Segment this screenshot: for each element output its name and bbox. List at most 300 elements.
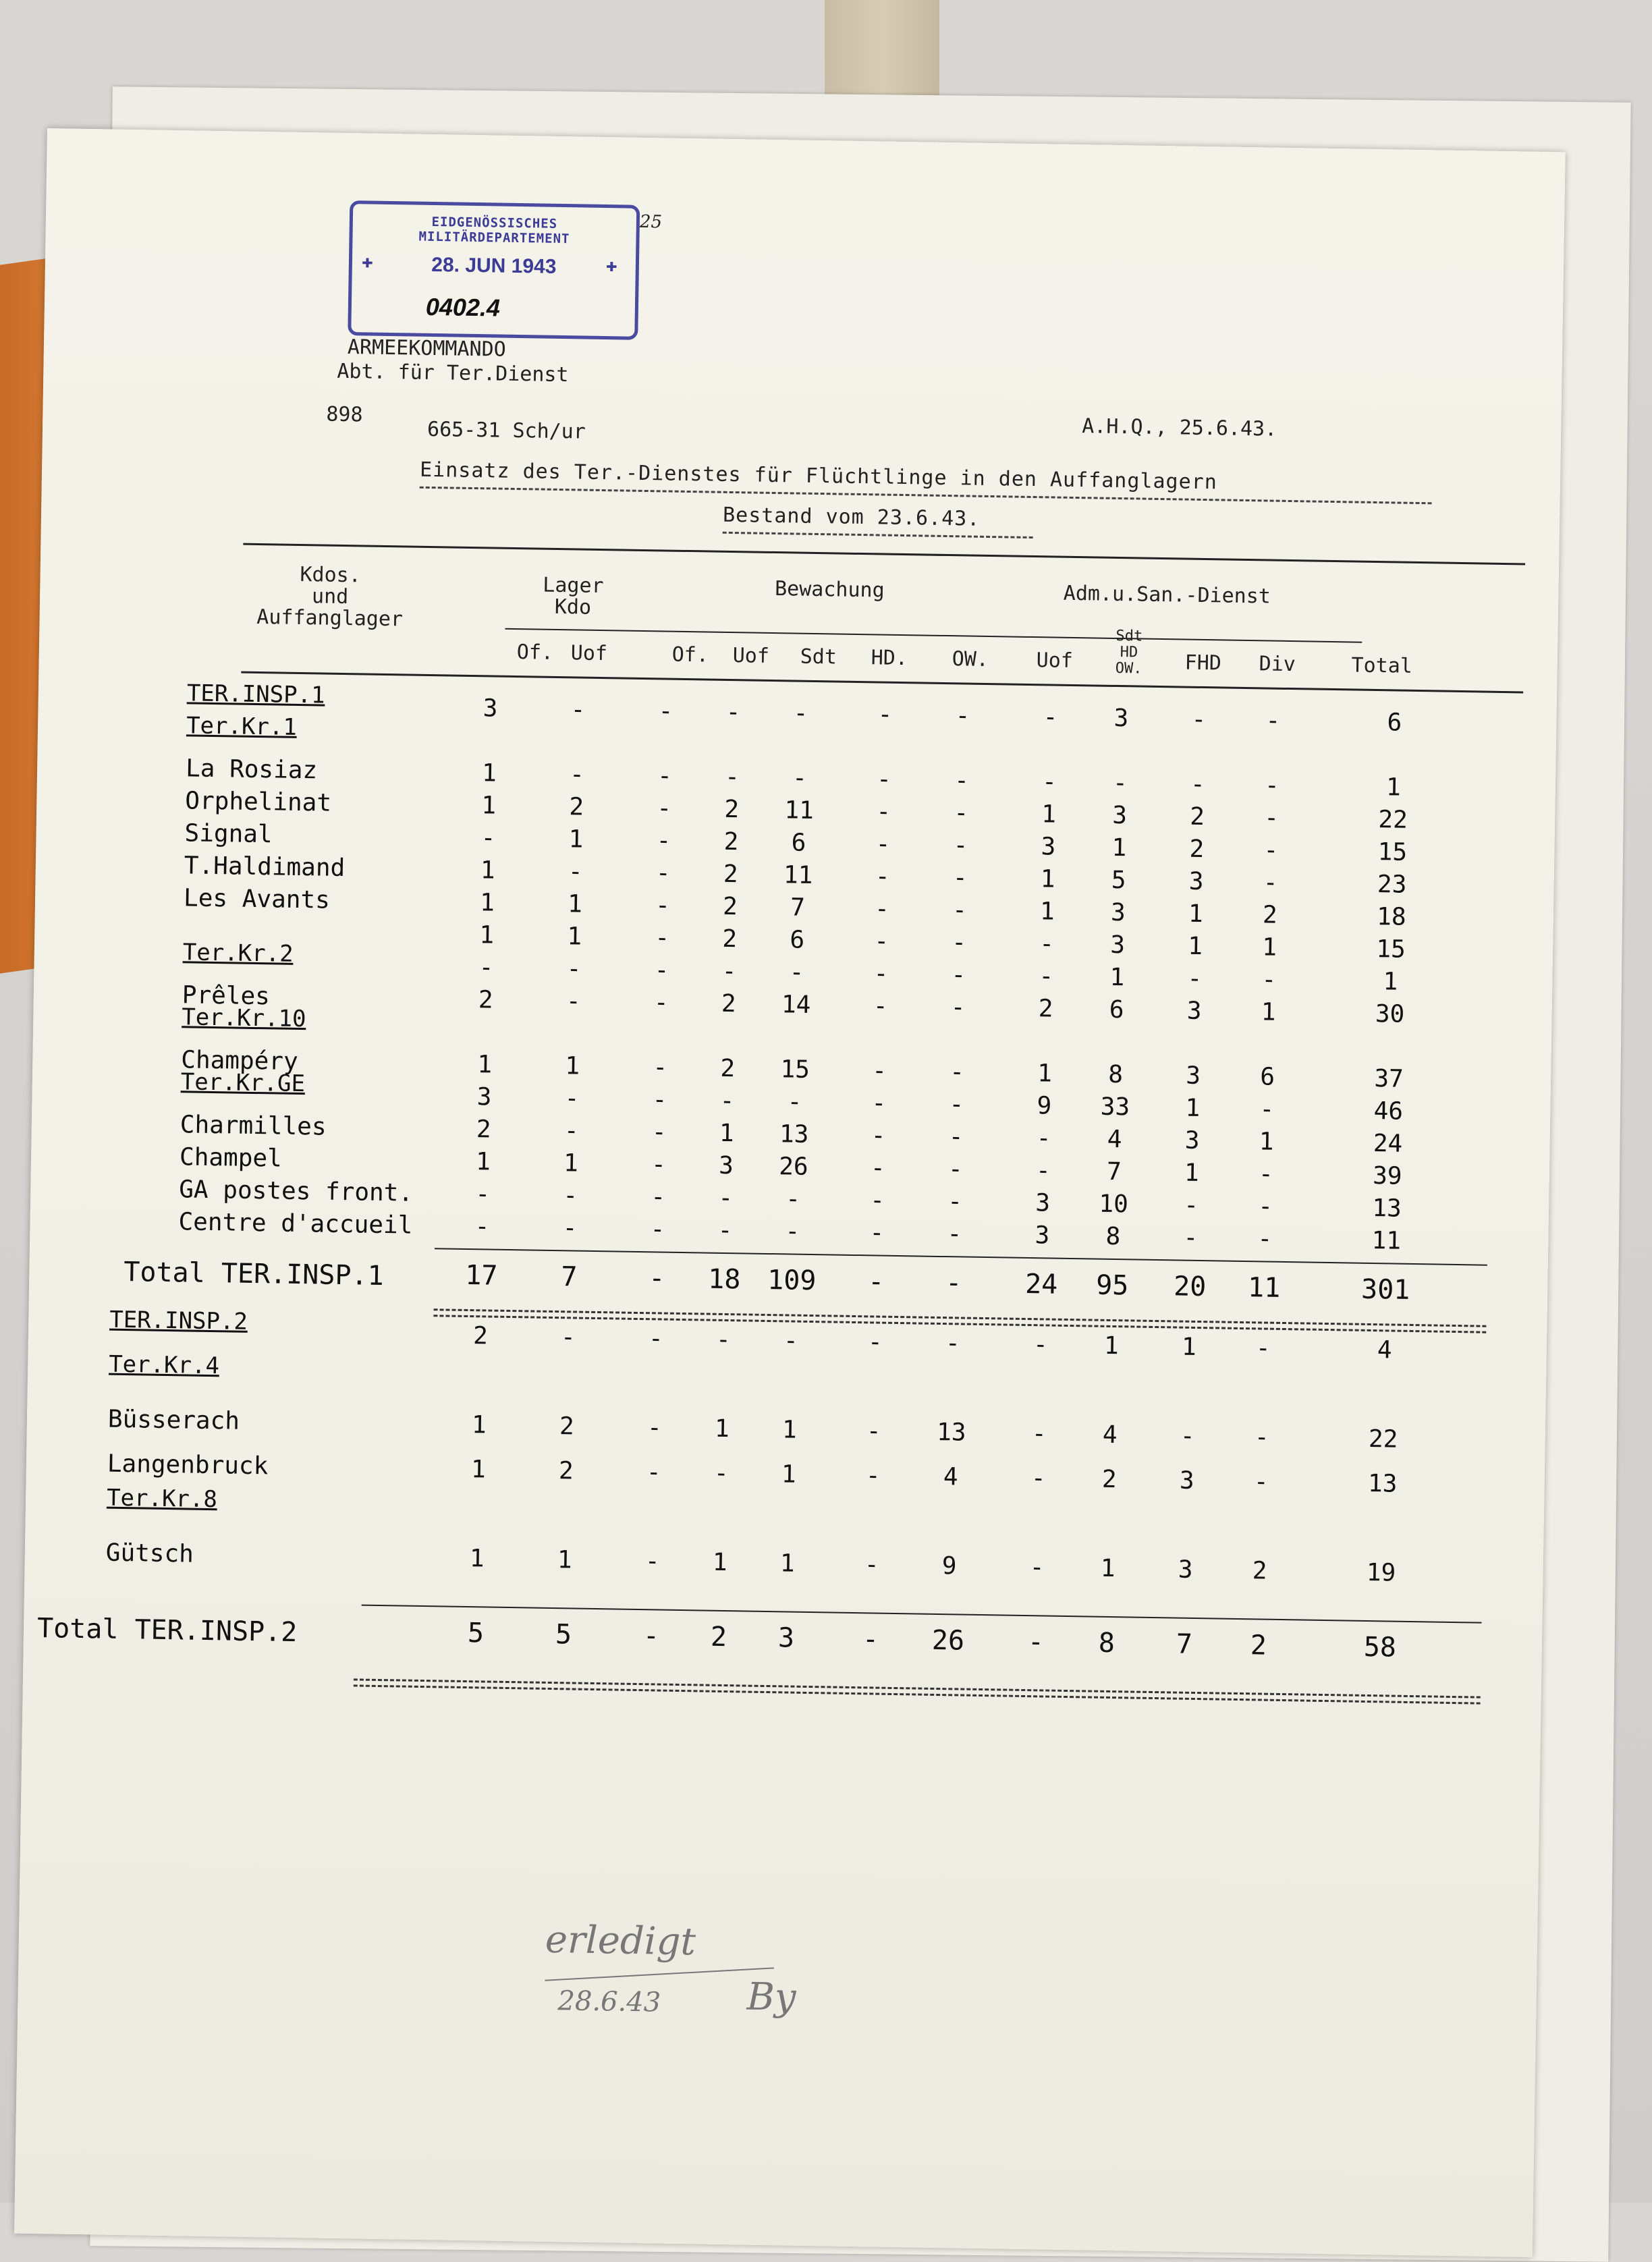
table-cell: 1 [568,825,584,854]
row-name: Signal [184,819,273,849]
total-cell: 2 [1250,1630,1267,1661]
table-cell: 11 [784,796,815,825]
table-cell: - [653,1053,668,1082]
col-header: Sdt [1116,627,1143,645]
col-header: HD [1120,644,1138,661]
table-cell: - [1032,1331,1049,1359]
table-cell: 1 [481,759,497,788]
table-cell: 2 [559,1412,575,1441]
table-cell: 1 [567,890,583,918]
total-cell: - [648,1263,665,1294]
header-bottom-rule [241,671,1523,694]
col-header: Div [1259,652,1296,677]
table-cell: 23 [1377,871,1407,899]
table-cell: 13 [1367,1469,1398,1498]
table-cell: - [560,1323,576,1352]
table-cell: - [1112,769,1128,798]
table-cell: 1 [479,921,495,949]
table-cell: - [655,859,671,887]
table-cell: 1 [481,792,497,820]
table-cell: 3 [1035,1221,1050,1250]
table-cell: - [651,1183,666,1211]
row-name: Charmilles [180,1111,327,1141]
total-cell: 95 [1095,1269,1129,1302]
total-cell: 301 [1360,1273,1410,1306]
table-cell: 3 [1035,1189,1051,1217]
table-cell: - [644,1547,660,1576]
table-cell: - [656,827,671,855]
table-cell: - [875,830,891,858]
table-cell: - [789,958,804,987]
table-cell: - [952,864,968,892]
table-cell: - [478,954,494,982]
table-cell: - [1039,962,1054,991]
table-cell: - [874,927,889,956]
table-cell: 1 [1188,900,1204,929]
table-cell: - [1263,836,1279,864]
table-cell: 1 [1385,773,1402,802]
table-cell: - [1031,1420,1047,1448]
table-cell: - [876,765,892,794]
table-cell: - [566,955,582,983]
section-label: TER.INSP.2 [109,1306,248,1335]
stamp-line2: MILITÄRDEPARTEMENT [418,229,570,247]
table-cell: 1 [714,1414,730,1443]
table-cell: 37 [1374,1065,1404,1093]
table-cell: 1 [1184,1159,1200,1187]
handwritten-initials: By [746,1975,796,2020]
col-header: Uof [570,641,608,666]
table-cell: - [947,1220,962,1248]
table-cell: 1 [1100,1554,1116,1583]
table-cell: 4 [943,1463,958,1491]
table-cell: 3 [1184,1126,1200,1155]
table-cell: - [947,1155,964,1184]
table-cell: - [952,896,968,925]
table-cell: - [1264,804,1279,832]
table-cell: 1 [557,1546,572,1574]
table-cell: 1 [563,1149,579,1178]
table-cell: 19 [1366,1558,1396,1587]
table-cell: 1 [1103,1331,1120,1360]
table-cell: 2 [558,1457,574,1485]
table-cell: 3 [1179,1466,1194,1495]
table-cell: - [1259,1095,1275,1124]
total-cell: 20 [1173,1271,1207,1303]
table-cell: - [657,762,673,790]
table-cell: 2 [1101,1465,1117,1494]
table-cell: - [717,1216,733,1245]
table-cell: - [1258,1160,1274,1188]
table-cell: 1 [1259,1128,1274,1156]
total-cell: 3 [777,1622,795,1654]
table-cell: - [1030,1464,1046,1493]
table-cell: - [793,699,808,727]
table-cell: 13 [936,1418,966,1447]
total-cell: 5 [555,1619,572,1651]
swiss-cross-icon: ✚ [361,250,374,273]
table-cell: - [1191,705,1207,734]
table-cell: 3 [1178,1555,1193,1584]
total-cell: 5 [467,1618,485,1649]
table-cell: - [952,929,967,957]
table-cell: 6 [1259,1063,1275,1091]
table-cell: 15 [780,1055,810,1084]
handwritten-date: 28.6.43 [557,1985,661,2018]
section-label: Ter.Kr.8 [106,1484,218,1514]
col-header: Uof [1036,649,1074,673]
table-cell: 3 [483,694,498,723]
table-cell: 11 [1371,1227,1402,1255]
table-cell: 2 [722,892,738,921]
table-cell: 2 [723,860,738,889]
table-cell: 3 [718,1151,734,1180]
group-adm-san: Adm.u.San.-Dienst [1063,581,1271,609]
row-name: Büsserach [107,1405,240,1435]
col-header: HD. [871,646,908,671]
table-cell: 2 [1190,802,1205,831]
table-cell: 1 [1181,1333,1197,1361]
table-cell: - [721,957,737,986]
table-cell: - [1263,868,1278,897]
table-cell: 24 [1373,1130,1403,1158]
table-cell: - [1253,1468,1269,1496]
table-cell: 1 [477,1051,493,1079]
table-cell: - [563,1182,578,1210]
table-cell: - [1187,964,1203,993]
table-top-rule [243,543,1525,566]
table-cell: - [1036,1124,1051,1153]
table-cell: - [954,767,970,795]
table-cell: 1 [1041,800,1057,829]
col-header: Of. [671,642,709,667]
table-cell: 4 [1107,1125,1122,1154]
table-cell: - [1183,1223,1199,1252]
table-cell: 1 [781,1460,796,1489]
table-cell: - [870,1154,886,1182]
doc-title: Einsatz des Ter.-Dienstes für Flüchtlinge in den Auffanglagern [419,458,1218,495]
table-cell: 3 [1188,867,1204,896]
total-cell: - [867,1266,885,1298]
table-cell: 3 [1112,801,1128,830]
org-line1: ARMEEKOMMANDO [347,335,507,362]
row-name: La Rosiaz [185,754,318,785]
table-cell: 1 [1040,865,1055,893]
table-cell: 26 [778,1153,808,1181]
table-cell: - [562,1214,578,1242]
stamp-date: 28. JUN 1943 [431,253,557,278]
col-header: Total [1351,653,1413,678]
handwritten-note: erledigt [545,1917,696,1964]
table-cell: 1 [1188,932,1203,961]
table-cell: 1 [1261,998,1276,1026]
table-cell: 3 [476,1083,492,1111]
table-cell: 33 [1100,1093,1130,1122]
table-cell: - [568,858,583,886]
table-cell: 1 [719,1119,734,1148]
total-cell: 11 [1247,1272,1281,1304]
col-header: FHD [1184,651,1222,675]
table-cell: 3 [1186,997,1202,1026]
table-cell: 46 [1373,1097,1404,1126]
table-cell: 7 [790,893,806,922]
table-cell: 1 [1037,1059,1053,1088]
group-rule [505,628,1362,643]
row-name: Prêles [182,981,271,1011]
doc-subtitle: Bestand vom 23.6.43. [722,503,981,531]
table-cell: - [713,1459,729,1488]
total2-double-rule [354,1678,1481,1704]
table-cell: - [873,960,889,988]
total-cell: 7 [1176,1628,1193,1660]
table-cell: - [658,697,673,725]
row-name: Champéry [181,1046,299,1076]
table-cell: - [948,1123,964,1151]
receipt-stamp [348,200,640,340]
table-cell: 1 [1383,968,1398,996]
table-cell: 1 [781,1416,798,1444]
table-cell: 2 [722,925,738,954]
table-cell: 2 [472,1322,489,1350]
table-cell: 3 [1113,704,1129,733]
stamp-line1: EIDGENÖSSISCHES [431,214,558,231]
total-cell: 109 [767,1264,817,1297]
table-cell: - [949,1058,965,1086]
table-cell: 8 [1105,1222,1121,1251]
table-cell: 13 [779,1120,809,1149]
section-label: Ter.Kr.10 [182,1003,306,1033]
org-line2: Abt. für Ter.Dienst [337,359,569,387]
total-cell: 8 [1098,1627,1116,1659]
table-cell: - [869,1219,885,1247]
table-cell: - [719,1086,735,1115]
table-cell: 3 [1110,898,1126,927]
table-cell: - [1043,703,1058,732]
table-cell: - [947,1188,963,1216]
table-cell: 30 [1375,1000,1405,1028]
section-label: Ter.Kr.2 [182,939,294,968]
table-cell: - [646,1414,663,1442]
stamp-corner-mark: 25 [639,211,663,233]
table-cell: - [655,924,670,952]
total1-rule [435,1248,1487,1266]
table-cell: - [1265,707,1281,735]
row-name: Langenbruck [107,1450,269,1481]
table-cell: - [1261,966,1277,994]
table-cell: 1 [1109,963,1125,992]
table-cell: - [724,763,740,792]
table-cell: 1 [1185,1094,1201,1123]
col-header: OW. [952,647,989,672]
table-cell: - [954,799,969,827]
total-cell: 17 [464,1259,498,1292]
table-cell: 2 [1262,901,1278,929]
table-cell: - [785,1217,800,1246]
section-label: Ter.Kr.1 [186,712,298,741]
table-cell: 1 [565,1052,580,1080]
total-cell: 2 [710,1621,727,1653]
table-cell: - [865,1462,881,1490]
table-cell: 15 [1376,935,1406,964]
table-cell: - [1183,1191,1199,1219]
table-cell: - [654,956,669,985]
row-name: T.Haldimand [184,852,346,883]
table-cell: 1 [480,856,495,885]
doc-number: 898 [326,402,363,427]
table-cell: - [872,1057,887,1085]
table-cell: 1 [470,1456,487,1484]
table-cell: 2 [721,989,736,1018]
table-cell: 1 [469,1545,485,1573]
row-name: Les Avants [183,884,331,914]
table-cell: - [718,1184,734,1213]
table-cell: - [783,1327,799,1355]
group-lager-kdo: Lager Kdo [543,573,604,619]
table-cell: - [950,993,966,1022]
table-cell: 6 [790,926,805,954]
table-cell: 2 [1189,835,1205,864]
table-cell: 6 [791,829,806,857]
table-cell: 1 [567,922,582,951]
table-cell: - [657,794,672,823]
row-name: Centre d'accueil [178,1208,413,1240]
row-name: Gütsch [105,1539,194,1568]
total2-rule [362,1605,1482,1624]
table-cell: - [864,1551,879,1579]
table-cell: 9 [1037,1092,1052,1120]
table-cell: 39 [1372,1162,1402,1190]
table-cell: - [949,1091,964,1119]
col-header: OW. [1115,659,1142,678]
col-header: Of. [516,640,554,665]
section-label: Ter.Kr.4 [108,1350,220,1380]
table-cell: 1 [1111,833,1127,862]
reference: 665-31 Sch/ur [426,417,586,444]
table-cell: 6 [1387,709,1402,737]
table-cell: - [475,1180,491,1209]
total-cell: 26 [931,1624,965,1657]
table-cell: 2 [720,1054,736,1083]
table-cell: - [786,1185,801,1213]
swiss-cross-icon: ✚ [605,254,618,277]
table-cell: - [570,696,586,724]
table-cell: - [945,1329,961,1358]
table-cell: 1 [475,1148,491,1176]
table-cell: - [955,702,970,730]
table-cell: - [1254,1423,1269,1452]
row-header: Kdos. und Auffanglager [256,562,404,632]
table-cell: - [871,1122,886,1150]
total-cell: 58 [1363,1631,1397,1663]
table-cell: 3 [1041,833,1056,861]
table-cell: - [1029,1553,1045,1582]
table-cell: 3 [1185,1061,1201,1091]
table-cell: - [1041,768,1057,796]
table-cell: 1 [1261,933,1277,962]
place-date: A.H.Q., 25.6.43. [1081,414,1277,441]
row-name: GA postes front. [178,1176,414,1207]
table-cell: - [1264,771,1280,800]
total-cell: 18 [707,1263,741,1296]
total-cell: - [862,1624,879,1655]
table-cell: 2 [724,795,740,824]
table-cell: 4 [1102,1420,1118,1450]
table-cell: - [655,891,671,920]
table-cell: 5 [1111,866,1126,895]
table-cell: - [1180,1422,1195,1450]
table-cell: 1 [779,1549,795,1578]
table-cell: - [564,1084,580,1113]
table-cell: - [875,862,890,891]
table-cell: 2 [723,827,739,856]
table-cell: - [648,1325,664,1353]
table-cell: 1 [479,889,495,917]
table-cell: - [651,1118,667,1147]
table-cell: 11 [783,861,813,889]
total-cell: - [1027,1626,1045,1658]
table-cell: 2 [1252,1557,1267,1585]
table-cell: 9 [941,1552,957,1580]
table-cell: - [715,1325,732,1354]
table-cell: 14 [781,991,811,1019]
table-cell: - [876,798,891,826]
table-cell: 1 [471,1411,487,1439]
group-bewachung: Bewachung [774,577,885,603]
table-cell: - [871,1089,887,1118]
table-cell: - [1039,930,1055,958]
table-cell: 7 [1106,1157,1122,1186]
table-cell: 15 [1377,838,1408,866]
table-cell: 2 [569,793,584,821]
total-cell: 24 [1024,1268,1058,1300]
table-cell: - [951,961,966,989]
table-cell: 1 [712,1548,727,1577]
table-cell: - [725,698,741,727]
table-cell: - [877,700,893,729]
col-header: Sdt [800,644,837,669]
table-cell: 22 [1378,806,1408,834]
section-label: Ter.Kr.GE [180,1068,306,1098]
table-cell: 1 [1039,898,1055,926]
table-cell: - [1257,1192,1273,1221]
table-cell: 4 [1377,1336,1392,1364]
total-label: Total TER.INSP.2 [36,1613,298,1649]
total-label: Total TER.INSP.1 [123,1256,385,1292]
table-cell: 18 [1376,903,1406,931]
table-cell: - [646,1458,661,1487]
row-name: Orphelinat [185,787,332,817]
note-underline [545,1967,774,1981]
table-cell: - [1257,1225,1273,1253]
table-cell: - [563,1117,579,1145]
table-cell: - [651,1151,667,1179]
table-cell: - [870,1186,885,1215]
table-cell: 3 [1110,931,1126,960]
table-cell: - [953,831,968,860]
total-cell: - [642,1620,660,1652]
table-cell: - [650,1215,665,1244]
table-cell: 8 [1108,1060,1124,1089]
table-cell: - [873,992,888,1020]
table-cell: 10 [1099,1190,1129,1219]
table-cell: - [480,824,496,852]
table-cell: - [652,1086,667,1114]
table-cell: - [653,989,669,1017]
table-cell: - [867,1328,883,1356]
table-cell: - [569,761,585,789]
table-cell: - [866,1417,881,1445]
col-header: Uof [732,644,770,668]
